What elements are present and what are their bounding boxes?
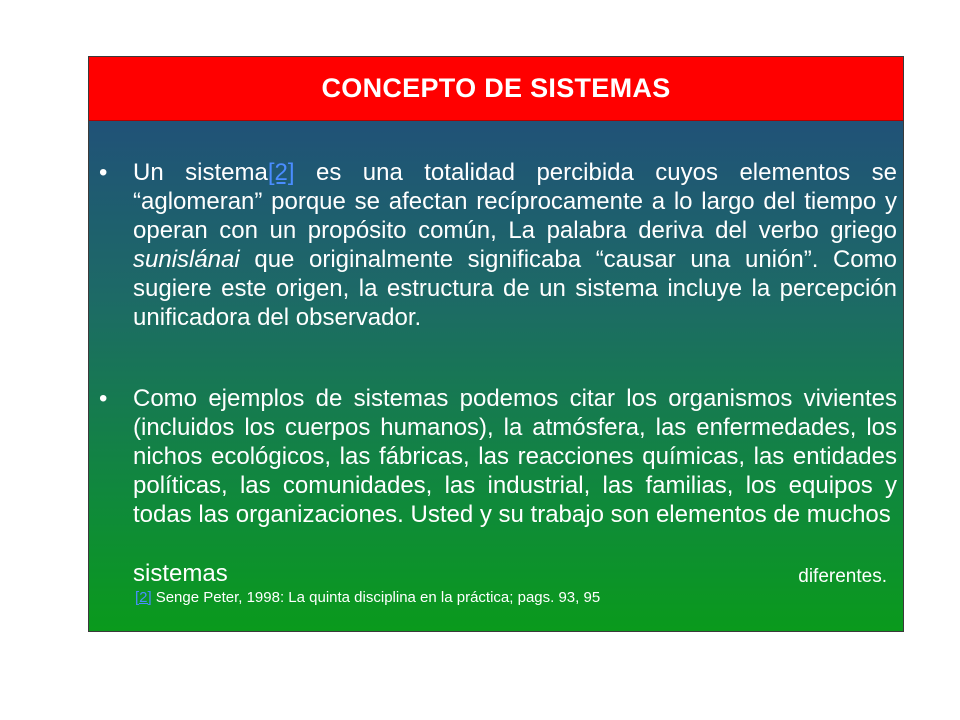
bullet1-text-end: que originalmente significaba “causar una unión”. Como sugiere este origen, la estructura de un sistema incluye la percepción unificadora del observador.: [133, 246, 897, 331]
bullet-paragraph-1: [133, 158, 897, 332]
slide-content-box: [88, 56, 904, 632]
footnote-link[interactable]: [2]: [135, 589, 152, 606]
bullet-dot: •: [99, 385, 108, 412]
footnote: [133, 589, 600, 607]
bullet2-last-word-left: sistemas: [133, 560, 228, 587]
slide-title: CONCEPTO DE SISTEMAS: [321, 73, 671, 103]
title-bar: [89, 57, 903, 121]
bullet2-last-word-right: diferentes.: [798, 566, 887, 587]
bullet-paragraph-2: Como ejemplos de sistemas podemos citar los organismos vivientes (incluidos los cuerpos humanos), la atmósfera, las enfermedades, los nichos ecológicos, las fábricas, las reacciones químicas, las entidades políticas, las comunidades, las industrial, las familias, los equipos y todas las organizaciones. Usted y su trabajo son elementos de muchos: [133, 385, 897, 528]
bullet1-text-middle: es una totalidad percibida cuyos elementos se “aglomeran” porque se afectan recíprocamente a lo largo del tiempo y operan con un propósito común, La palabra deriva del verbo griego: [133, 159, 897, 244]
reference-link[interactable]: [2]: [267, 159, 295, 186]
bullet1-text-start: Un sistema: [133, 159, 268, 186]
bullet-dot: •: [99, 159, 108, 186]
footnote-text: Senge Peter, 1998: La quinta disciplina en la práctica; pags. 93, 95: [155, 589, 601, 606]
greek-term: sunislánai: [133, 246, 240, 273]
